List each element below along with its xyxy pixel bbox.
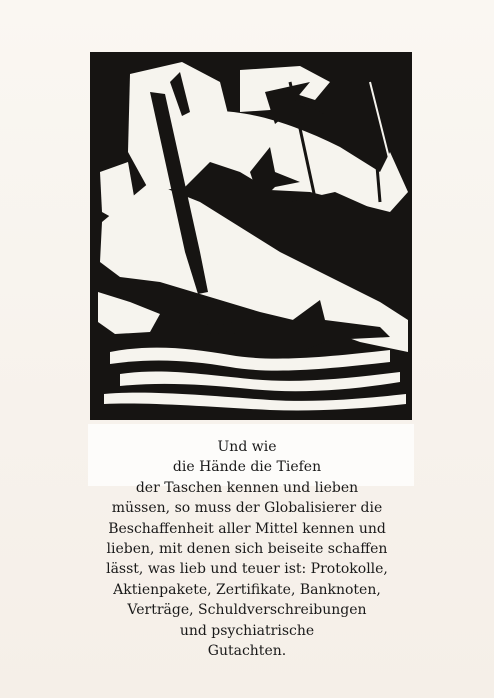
poem-line-10: und psychiatrische — [179, 622, 315, 639]
poem-line-9: Verträge, Schuldverschreibungen — [127, 602, 367, 619]
poem-line-7: lässt, was lieb und teuer ist: Protokolle, — [106, 561, 388, 578]
poem-line-3: der Taschen kennen und lieben — [135, 479, 359, 496]
poem-line-11: Gutachten. — [207, 643, 287, 660]
poem-line-8: Aktienpakete, Zertifikate, Banknoten, — [113, 581, 381, 598]
poem-line-5: Beschaffenheit aller Mittel kennen und — [108, 520, 386, 537]
poem-text — [0, 437, 494, 661]
woodcut-illustration — [90, 52, 412, 420]
poem-line-4: müssen, so muss der Globalisierer die — [111, 500, 383, 517]
poem-line-2: die Hände die Tiefen — [172, 459, 322, 476]
poem-line-1: Und wie — [217, 439, 277, 455]
poem-line-6: lieben, mit denen sich beiseite schaffen — [106, 541, 388, 558]
woodcut-svg — [90, 52, 412, 420]
